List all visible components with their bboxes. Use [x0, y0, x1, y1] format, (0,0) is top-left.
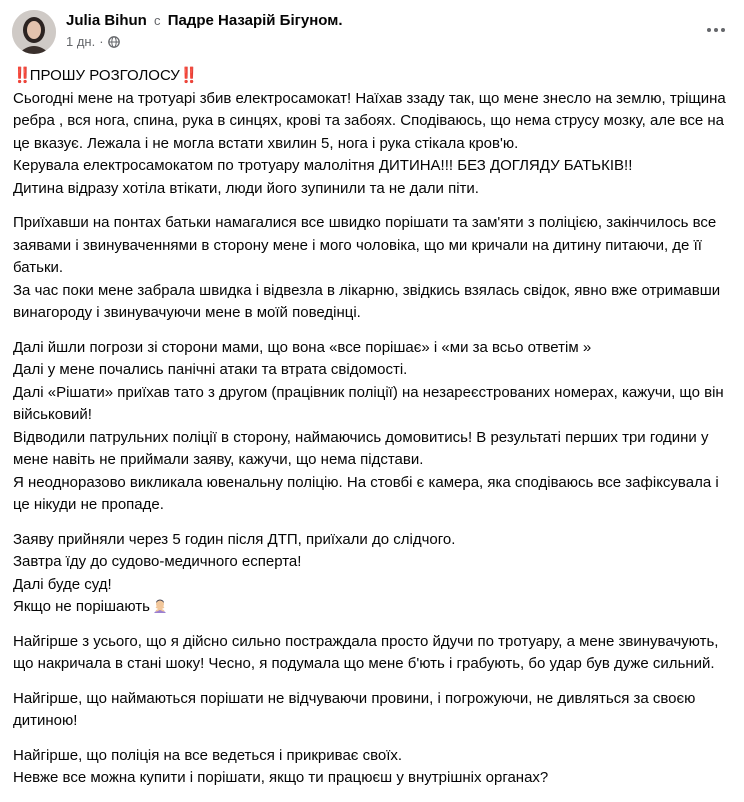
- more-options-icon[interactable]: [702, 20, 730, 40]
- post-title-text: ПРОШУ РОЗГОЛОСУ: [29, 67, 180, 84]
- double-exclamation-icon: ‼️: [179, 67, 197, 84]
- post-paragraph: Сьогодні мене на тротуарі збив електросамокат! Наїхав ззаду так, що мене знесло на землю, тріщина ребра , вся нога, спина, рука в синцях, крові та забоях. Сподіваюсь, що нема струсу мозку, але все на це вказує. Лежала і не могла встати хвилин 5, нога і рука стікала кров'ю. Керувала електросамокатом по тротуару малолітня ДИТИНА!!! БЕЗ ДОГЛЯДУ БАТЬКІВ!! Дитина відразу хотіла втікати, люди його зупинили та не дали піти.: [13, 89, 726, 197]
- with-preposition: с: [154, 13, 161, 28]
- post-paragraph-text: Заяву прийняли через 5 годин після ДТП, приїхали до слідчого. Завтра їду до судово-медичного есперта! Далі буде суд! Якщо не порішають: [13, 530, 456, 615]
- post-content: [13, 65, 735, 802]
- tagged-person-name[interactable]: Падре Назарій Бігуном.: [167, 12, 343, 29]
- post-meta: [66, 34, 120, 49]
- post-paragraph: Найгірше з усього, що я дійсно сильно постраждала просто йдучи по тротуару, а мене звинувачують, що накричала в стані шоку! Чесно, я подумала що мене б'ють і грабують, бо удар був дуже сильний.: [13, 632, 719, 672]
- post-paragraph: Приїхавши на понтах батьки намагалися все швидко порішати та зам'яти з поліцією, закінчилось все заявами і звинуваченнями в сторону мене і мого чоловіка, що ми кричали на дитину питаючи, де її батьки. За час поки мене забрала швидка і відвезла в лікарню, звідкись взялась свідок, явно вже отримавши винагороду і звинувачуючи мене в моїй поведінці.: [13, 214, 721, 321]
- double-exclamation-icon: ‼️: [13, 67, 30, 84]
- author-line: [66, 12, 343, 29]
- post-paragraph: [13, 529, 735, 619]
- meta-separator: ·: [99, 34, 104, 49]
- post-time[interactable]: 1 дн.: [66, 34, 96, 49]
- woman-gesturing-no-icon: [152, 598, 168, 614]
- globe-icon[interactable]: [108, 36, 120, 48]
- post-paragraph: Найгірше, що наймаються порішати не відчуваючи провини, і погрожуючи, не дивляться за своєю дитиною!: [13, 689, 696, 729]
- author-avatar[interactable]: [12, 10, 56, 54]
- post-header: [12, 10, 744, 56]
- post-title: [13, 65, 735, 88]
- post-paragraph: Далі йшли погрози зі сторони мами, що вона «все порішає» і «ми за всьо ответім » Далі у мене почались панічні атаки та втрата свідомості. Далі «Рішати» приїхав тато з другом (працівник поліції) на незареєстрованих номерах, кажучи, що він військовий! Відводили патрульних поліції в сторону, наймаючись домовитись! В результаті перших три години у мене навіть не приймали заяву, кажучи, що нема підстави. Я неодноразово викликала ювенальну поліцію. На стовбі є камера, яка сподіваюсь все зафіксувала і це нікуди не пропаде.: [13, 338, 724, 513]
- post-paragraph: Найгірше, що поліція на все ведеться і прикриває своїх. Невже все можна купити і порішати, якщо ти працюєш у внутрішніх органах?: [13, 746, 549, 786]
- author-name[interactable]: Julia Bihun: [66, 12, 147, 29]
